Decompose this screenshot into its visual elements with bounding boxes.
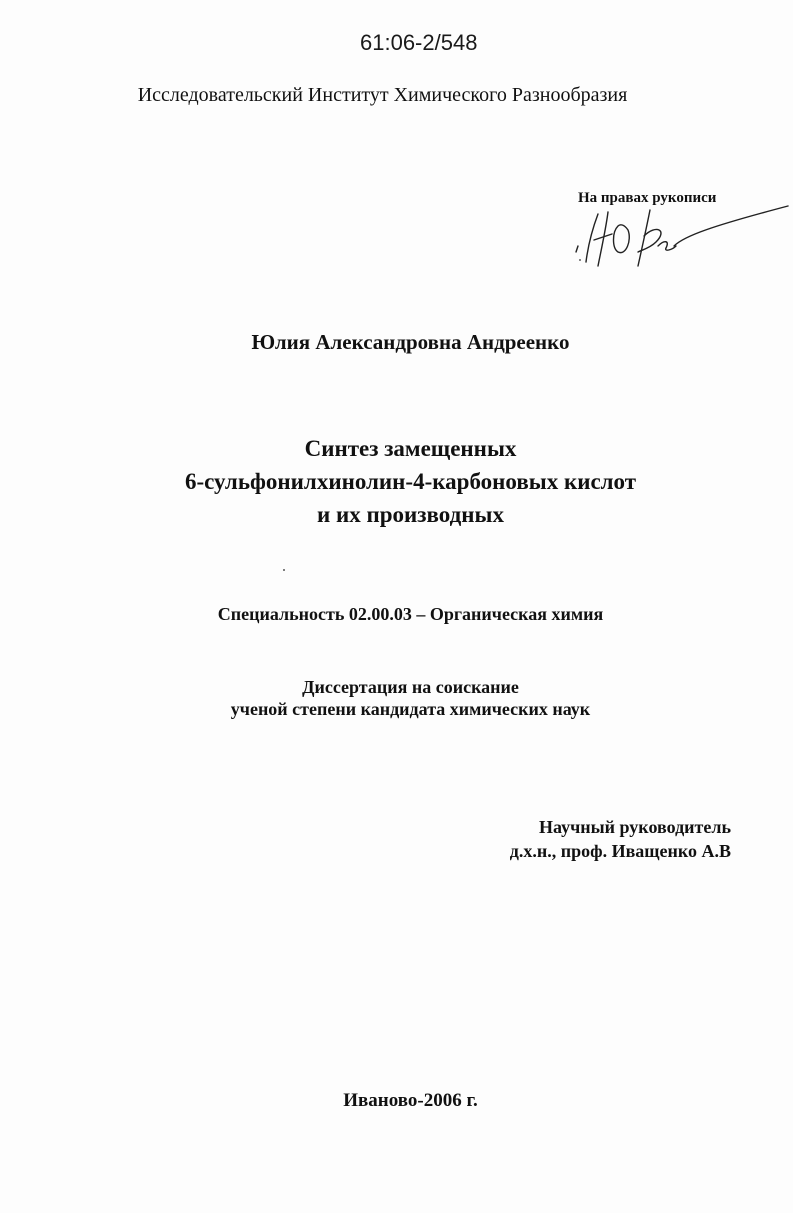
scan-speck xyxy=(283,569,285,571)
dissertation-title xyxy=(14,432,793,531)
author-name: Юлия Александровна Андреенко xyxy=(251,330,570,354)
catalog-number: 61:06-2/548 xyxy=(360,30,478,55)
signature-image xyxy=(572,196,792,276)
specialty-line: Специальность 02.00.03 – Органическая химия xyxy=(217,604,604,624)
title-line: и их производных xyxy=(317,502,504,527)
city-year: Иваново-2006 г. xyxy=(343,1090,478,1111)
supervisor-line: Научный руководитель xyxy=(539,817,731,837)
title-line: 6-сульфонилхинолин-4-карбоновых кислот xyxy=(184,469,637,494)
supervisor-line: д.х.н., проф. Иващенко А.В xyxy=(509,841,731,861)
dissertation-line: Диссертация на соискание xyxy=(302,677,519,697)
dissertation-type xyxy=(14,676,793,720)
title-line: Синтез замещенных xyxy=(304,436,517,461)
dissertation-line: ученой степени кандидата химических наук xyxy=(230,699,591,719)
supervisor-block xyxy=(510,815,731,863)
manuscript-rights-label: На правах рукописи xyxy=(578,190,717,206)
institute-name: Исследовательский Институт Химического Разнообразия xyxy=(137,84,628,106)
